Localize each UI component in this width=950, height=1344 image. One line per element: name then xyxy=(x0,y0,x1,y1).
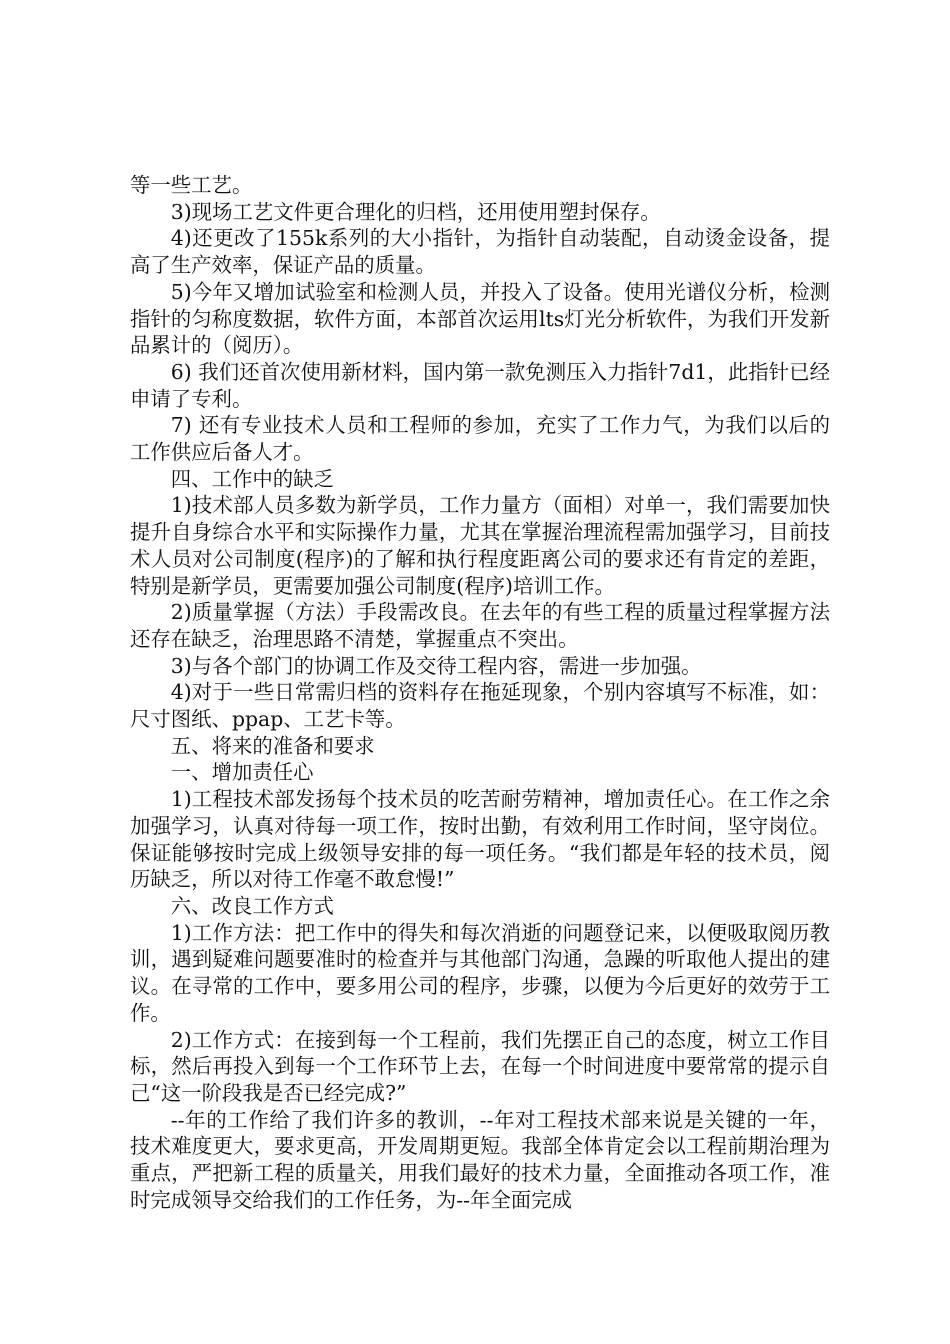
paragraph-2: 3)现场工艺文件更合理化的归档，还用使用塑封保存。 xyxy=(170,199,661,224)
section-heading-4: 四、工作中的缺乏 xyxy=(170,466,334,491)
section-heading-6: 六、改良工作方式 xyxy=(170,893,334,918)
paragraph-12: 1)工作方法：把工作中的得失和每次消逝的问题登记来，以便吸取阅历教训，遇到疑难问题要准时的检查并与其他部门沟通，急躁的听取他人提出的建议。在寻常的工作中，要多用公司的程序，步骤，以便为今后更好的效劳于工作。 xyxy=(130,920,830,1025)
paragraph-5: 6) 我们还首次使用新材料，国内第一款免测压入力指针7d1，此指针已经申请了专利。 xyxy=(130,359,830,411)
subsection-heading-1: 一、增加责任心 xyxy=(170,760,314,785)
paragraph-14: --年的工作给了我们许多的教训，--年对工程技术部来说是关键的一年，技术难度更大，要求更高，开发周期更短。我部全体肯定会以工程前期治理为重点，严把新工程的质量关，用我们最好的技术力量，全面推动各项工作，准时完成领导交给我们的工作任务，为--年全面完成 xyxy=(130,1107,830,1212)
paragraph-10: 4)对于一些日常需归档的资料存在拖延现象，个别内容填写不标准，如：尺寸图纸、ppap、工艺卡等。 xyxy=(130,680,830,732)
document-page xyxy=(130,172,830,1213)
paragraph-8: 2)质量掌握（方法）手段需改良。在去年的有些工程的质量过程掌握方法还存在缺乏，治理思路不清楚，掌握重点不突出。 xyxy=(130,600,830,651)
paragraph-3: 4)还更改了155k系列的大小指针，为指针自动装配，自动烫金设备，提高了生产效率，保证产品的质量。 xyxy=(130,226,830,278)
paragraph-7: 1)技术部人员多数为新学员，工作力量方（面相）对单一，我们需要加快提升自身综合水平和实际操作力量，尤其在掌握治理流程需加强学习，目前技术人员对公司制度(程序)的了解和执行程度距离公司的要求还有肯定的差距，特别是新学员，更需要加强公司制度(程序)培训工作。 xyxy=(130,493,830,598)
paragraph-4: 5)今年又增加试验室和检测人员，并投入了设备。使用光谱仪分析，检测指针的匀称度数据，软件方面，本部首次运用lts灯光分析软件，为我们开发新品累计的（阅历）。 xyxy=(130,279,830,358)
paragraph-11: 1)工程技术部发扬每个技术员的吃苦耐劳精神，增加责任心。在工作之余加强学习，认真对待每一项工作，按时出勤，有效利用工作时间，坚守岗位。保证能够按时完成上级领导安排的每一项任务。“我们都是年轻的技术员，阅历缺乏，所以对待工作毫不敢怠慢!” xyxy=(130,787,830,892)
paragraph-13: 2)工作方式：在接到每一个工程前，我们先摆正自己的态度，树立工作目标，然后再投入到每一个工作环节上去，在每一个时间进度中要常常的提示自己“这一阶段我是否已经完成?” xyxy=(130,1027,830,1105)
paragraph-6: 7) 还有专业技术人员和工程师的参加，充实了工作力气，为我们以后的工作供应后备人才。 xyxy=(130,413,830,465)
paragraph-9: 3)与各个部门的协调工作及交待工程内容，需进一步加强。 xyxy=(170,653,702,678)
section-heading-5: 五、将来的准备和要求 xyxy=(170,733,375,758)
paragraph-1: 等一些工艺。 xyxy=(130,173,253,197)
